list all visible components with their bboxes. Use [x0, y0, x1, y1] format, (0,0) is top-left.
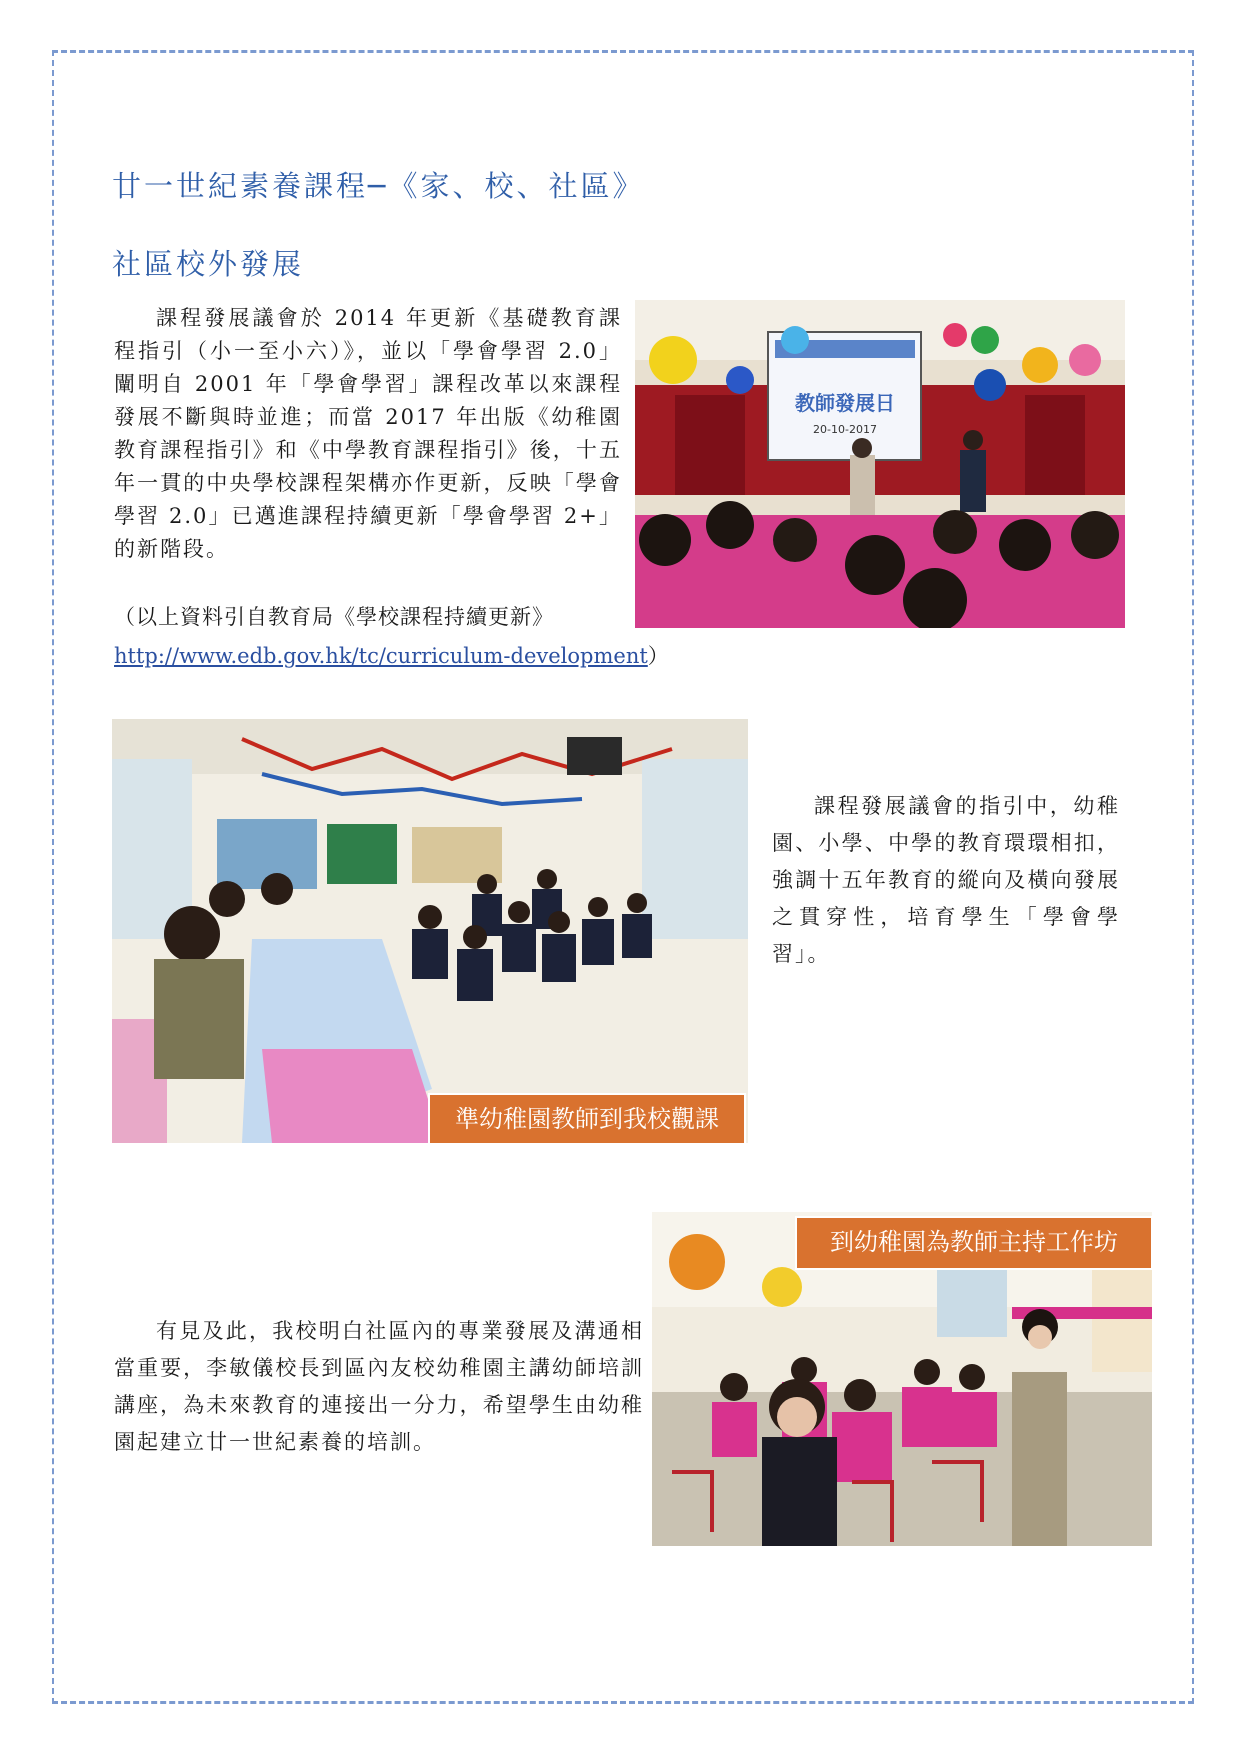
teacher-development-day-photo	[635, 300, 1125, 628]
guideline-paragraph: 課程發展議會的指引中，幼稚園、小學、中學的教育環環相扣，強調十五年教育的縱向及橫向發展之貫穿性，培育學生「學會學習」。	[772, 794, 1120, 966]
source-link[interactable]: http://www.edb.gov.hk/tc/curriculum-development	[114, 644, 648, 668]
workshop-paragraph: 有見及此，我校明白社區內的專業發展及溝通相當重要，李敏儀校長到區內友校幼稚園主講幼師培訓講座，為未來教育的連接出一分力，希望學生由幼稚園起建立廿一世紀素養的培訓。	[114, 1319, 644, 1454]
screen-title: 教師發展日	[795, 391, 895, 415]
border-left	[52, 50, 54, 1704]
photo-3-caption: 到幼稚園為教師主持工作坊	[795, 1216, 1153, 1270]
intro-paragraph: 課程發展議會於 2014 年更新《基礎教育課程指引（小一至小六）》，並以「學會學習 2.0」闡明自 2001 年「學會學習」課程改革以來課程發展不斷與時並進；而當 2017 年出版《幼稚園教育課程指引》和《中學教育課程指引》後，十五年一貫的中央學校課程架構亦作更新，反映「學會學習 2.0」已邁進課程持續更新「學會學習 2+」的新階段。	[114, 306, 622, 561]
border-top	[52, 50, 1194, 53]
source-link-line	[114, 640, 669, 673]
border-bottom	[52, 1701, 1194, 1704]
border-right	[1192, 50, 1194, 1704]
page-title: 廿一世紀素養課程─《家、校、社區》	[112, 169, 645, 203]
source-close: ）	[647, 644, 669, 668]
screen-date: 20-10-2017	[813, 423, 877, 436]
source-note: （以上資料引自教育局《學校課程持續更新》	[114, 605, 554, 629]
classroom-observation-photo	[112, 719, 748, 1143]
section-heading: 社區校外發展	[112, 247, 305, 281]
photo-2-caption: 準幼稚園教師到我校觀課	[428, 1093, 746, 1145]
